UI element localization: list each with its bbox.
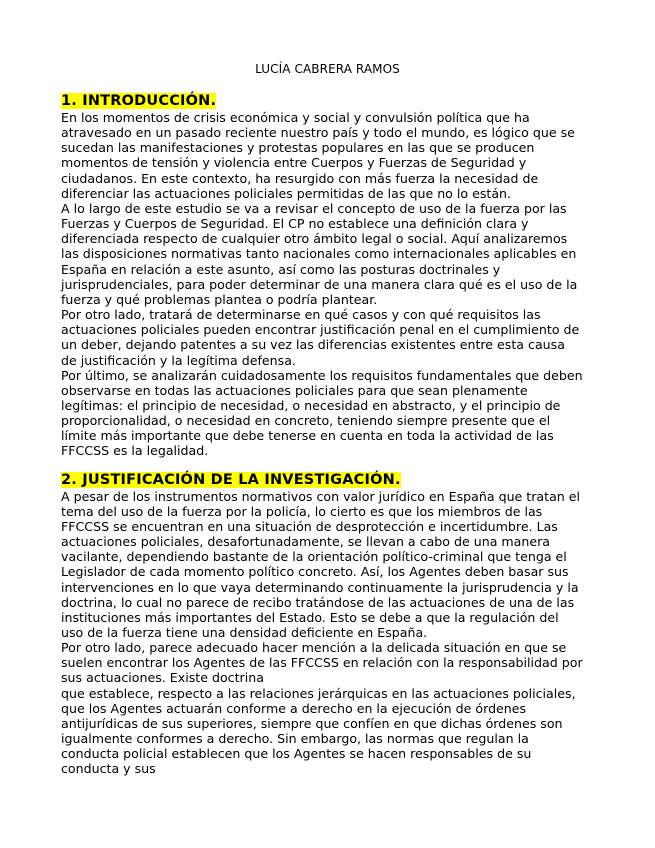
text-line: límite más importante que debe tenerse en cuenta en toda la actividad de las [61, 428, 554, 444]
text-line: las disposiciones normativas tanto nacionales como internacionales aplicables en [61, 246, 577, 262]
text-line: antijurídicas de sus superiores, siempre que confíen en que dichas órdenes son [61, 715, 563, 731]
text-line: jurisprudenciales, para poder determinar de una manera clara qué es el uso de la [61, 276, 578, 292]
section-heading-justificacion [61, 472, 599, 489]
text-line: conducta policial establecen que los Agentes se hacen responsables de su [61, 746, 532, 762]
text-line: suelen encontrar los Agentes de las FFCCSS en relación con la responsabilidad por [61, 655, 583, 671]
section-introduccion-body [61, 110, 599, 459]
author-header: LUCÍA CABRERA RAMOS [255, 62, 400, 76]
text-line: de justificación y la legítima defensa. [61, 352, 296, 368]
text-line: legítimas: el principio de necesidad, o necesidad en abstracto, y el principio de [61, 397, 561, 413]
text-line: igualmente conformes a derecho. Sin embargo, las normas que regulan la [61, 731, 529, 747]
text-line: doctrina, lo cual no parece de recibo tratándose de las actuaciones de una de las [61, 594, 575, 610]
text-line: Legislador de cada momento político concreto. Así, los Agentes deben basar sus [61, 564, 569, 580]
document-body [61, 93, 599, 777]
text-line: actuaciones policiales pueden encontrar justificación penal en el cumplimiento de [61, 322, 580, 338]
text-line: Fuerzas y Cuerpos de Seguridad. El CP no establece una definición clara y [61, 216, 529, 232]
text-line: España en relación a este asunto, así como las posturas doctrinales y [61, 261, 501, 277]
text-line: proporcionalidad, o necesidad en concreto, teniendo siempre presente que el [61, 413, 551, 429]
text-line: conducta y sus [61, 761, 156, 777]
text-line: un deber, dejando patentes a su vez las diferencias existentes entre esta causa [61, 337, 565, 353]
text-line: Por otro lado, tratará de determinarse en qué casos y con qué requisitos las [61, 307, 541, 323]
text-line: observarse en todas las actuaciones policiales para que sean plenamente [61, 382, 528, 398]
text-line: A pesar de los instrumentos normativos con valor jurídico en España que tratan el [61, 488, 581, 504]
text-line: que los Agentes actuarán conforme a derecho en la ejecución de órdenes [61, 700, 527, 716]
text-line: tema del uso de la fuerza por la policía, lo cierto es que los miembros de las [61, 503, 543, 519]
text-line: momentos de tensión y violencia entre Cuerpos y Fuerzas de Seguridad y [61, 155, 527, 171]
text-line: ciudadanos. En este contexto, ha resurgido con más fuerza la necesidad de [61, 170, 539, 186]
text-line: actuaciones policiales, desafortunadamente, se llevan a cabo de una manera [61, 534, 551, 550]
text-line: En los momentos de crisis económica y social y convulsión política que ha [61, 110, 530, 125]
text-line: sucedan las manifestaciones y protestas populares en las que se producen [61, 140, 535, 156]
text-line: Por otro lado, parece adecuado hacer mención a la delicada situación en que se [61, 640, 567, 656]
section-justificacion-body [61, 489, 599, 777]
text-line: que establece, respecto a las relaciones jerárquicas en las actuaciones policiales, [61, 685, 576, 701]
section-heading-introduccion [61, 93, 599, 110]
text-line: intervenciones en lo que vaya determinando continuamente la jurisprudencia y la [61, 579, 579, 595]
section-heading-highlight: 1. INTRODUCCIÓN. [61, 93, 217, 109]
text-line: vacilante, dependiendo bastante de la orientación político-criminal que tenga el [61, 549, 567, 565]
text-line: atravesado en un pasado reciente nuestro país y todo el mundo, es lógico que se [61, 125, 575, 141]
text-line: uso de la fuerza tiene una densidad deficiente en España. [61, 625, 428, 640]
text-line: diferenciar las actuaciones policiales permitidas de las que no lo están. [61, 185, 512, 201]
text-line: A lo largo de este estudio se va a revisar el concepto de uso de la fuerza por las [61, 200, 567, 216]
section-heading-highlight: 2. JUSTIFICACIÓN DE LA INVESTIGACIÓN. [61, 471, 401, 488]
text-line: instituciones más importantes del Estado. Esto se debe a que la regulación del [61, 609, 559, 625]
text-line: diferenciada respecto de cualquier otro ámbito legal o social. Aquí analizaremos [61, 231, 568, 247]
text-line: FFCCSS es la legalidad. [61, 443, 209, 459]
text-line: sus actuaciones. Existe doctrina [61, 670, 264, 686]
text-line: FFCCSS se encuentran en una situación de desprotección e incertidumbre. Las [61, 518, 558, 534]
text-line: Por último, se analizarán cuidadosamente los requisitos fundamentales que deben [61, 367, 583, 383]
text-line: fuerza y qué problemas plantea o podría plantear. [61, 291, 378, 307]
